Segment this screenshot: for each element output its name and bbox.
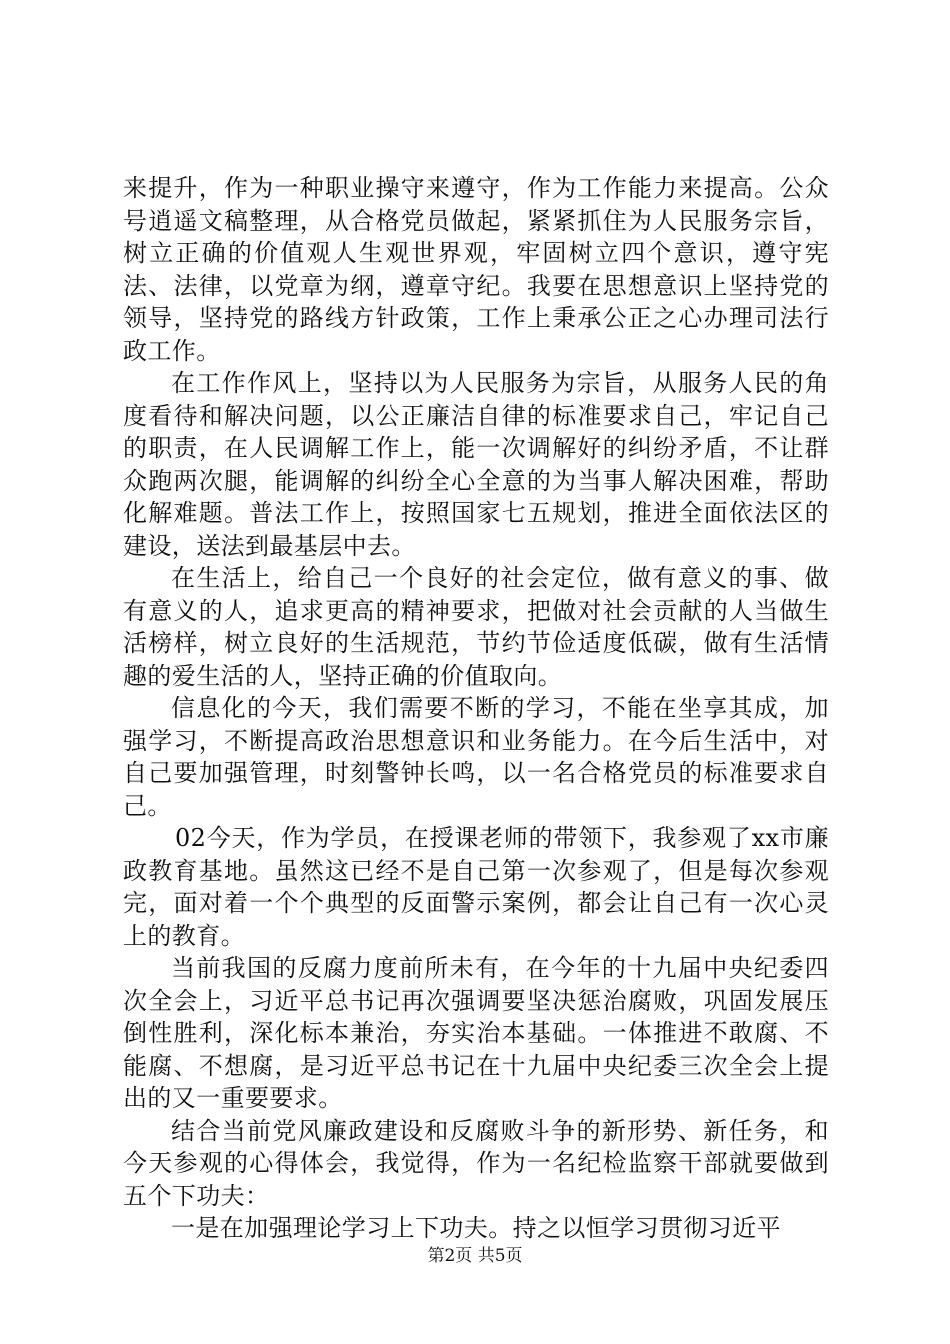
paragraph-2: 在工作作风上，坚持以为人民服务为宗旨，从服务人民的角度看待和解决问题，以公正廉洁自律的标准要求自己，牢记自己的职责，在人民调解工作上，能一次调解好的纠纷矛盾，不让群众跑两次腿，能调解的纠纷全心全意的为当事人解决困难，帮助化解难题。普法工作上，按照国家七五规划，推进全面依法区的建设，送法到最基层中去。 (123, 369, 829, 560)
paragraph-3: 在生活上，给自己一个良好的社会定位，做有意义的事、做有意义的人，追求更高的精神要求，把做对社会贡献的人当做生活榜样，树立良好的生活规范，节约节俭适度低碳，做有生活情趣的爱生活的人，坚持正确的价值取向。 (123, 564, 829, 690)
page-footer: 第2页 共5页 (427, 1246, 523, 1266)
paragraph-8: 一是在加强理论学习上下功夫。持之以恒学习贯彻习近平 (171, 1214, 781, 1242)
document-body (123, 172, 829, 1245)
paragraph-5: 02今天，作为学员，在授课老师的带领下，我参观了xx市廉政教育基地。虽然这已经不是自己第一次参观了，但是每次参观完，面对着一个个典型的反面警示案例，都会让自己有一次心灵上的教育。 (123, 824, 829, 950)
paragraph-1: 来提升，作为一种职业操守来遵守，作为工作能力来提高。公众号逍遥文稿整理，从合格党员做起，紧紧抓住为人民服务宗旨，树立正确的价值观人生观世界观，牢固树立四个意识，遵守宪法、法律，以党章为纲，遵章守纪。我要在思想意识上坚持党的领导，坚持党的路线方针政策，工作上秉承公正之心办理司法行政工作。 (123, 174, 829, 365)
paragraph-6: 当前我国的反腐力度前所未有，在今年的十九届中央纪委四次全会上，习近平总书记再次强调要坚决惩治腐败，巩固发展压倒性胜利，深化标本兼治，夯实治本基础。一体推进不敢腐、不能腐、不想腐，是习近平总书记在十九届中央纪委三次全会上提出的又一重要要求。 (123, 954, 829, 1112)
paragraph-4: 信息化的今天，我们需要不断的学习，不能在坐享其成，加强学习，不断提高政治思想意识和业务能力。在今后生活中，对自己要加强管理，时刻警钟长鸣，以一名合格党员的标准要求自己。 (123, 694, 829, 820)
paragraph-7: 结合当前党风廉政建设和反腐败斗争的新形势、新任务，和今天参观的心得体会，我觉得，作为一名纪检监察干部就要做到五个下功夫： (123, 1116, 829, 1210)
